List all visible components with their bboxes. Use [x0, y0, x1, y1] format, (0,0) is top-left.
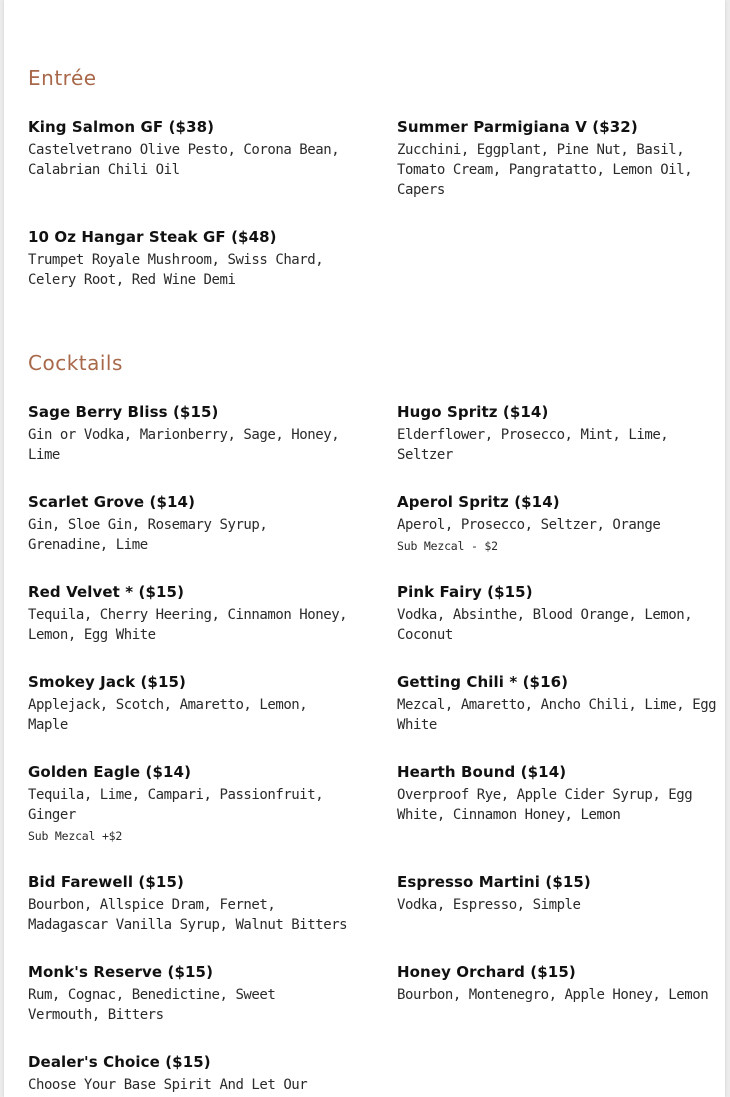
menu-item — [28, 671, 348, 735]
menu-item — [28, 226, 348, 290]
item-description: Gin or Vodka, Marionberry, Sage, Honey, Lime — [28, 427, 340, 463]
cocktails-heading: Cocktails — [28, 351, 123, 375]
item-name: Aperol Spritz ($14) — [397, 493, 560, 511]
entree-heading: Entrée — [28, 66, 97, 90]
menu-item — [28, 871, 348, 935]
menu-item — [28, 491, 348, 555]
item-name: Red Velvet * ($15) — [28, 583, 185, 601]
item-note: Sub Mezcal - $2 — [397, 539, 498, 553]
item-description: Castelvetrano Olive Pesto, Corona Bean, Calabrian Chili Oil — [28, 142, 340, 178]
item-name: King Salmon GF ($38) — [28, 118, 215, 136]
item-note: Sub Mezcal +$2 — [28, 829, 123, 843]
menu-item — [397, 581, 717, 645]
item-description: Zucchini, Eggplant, Pine Nut, Basil, Tomato Cream, Pangratatto, Lemon Oil, Capers — [397, 142, 693, 198]
item-description: Overproof Rye, Apple Cider Syrup, Egg White, Cinnamon Honey, Lemon — [397, 787, 693, 823]
item-description: Choose Your Base Spirit And Let Our — [28, 1077, 308, 1093]
item-description: Elderflower, Prosecco, Mint, Lime, Seltzer — [397, 427, 669, 463]
menu-page — [4, 0, 725, 1097]
menu-item — [397, 116, 717, 200]
menu-item — [397, 761, 717, 825]
item-name: Hearth Bound ($14) — [397, 763, 567, 781]
item-name: Dealer's Choice ($15) — [28, 1053, 211, 1071]
item-name: Golden Eagle ($14) — [28, 763, 192, 781]
item-description: Aperol, Prosecco, Seltzer, Orange — [397, 517, 661, 533]
item-description: Bourbon, Allspice Dram, Fernet, Madagascar Vanilla Syrup, Walnut Bitters — [28, 897, 348, 933]
item-name: Pink Fairy ($15) — [397, 583, 533, 601]
item-name: Scarlet Grove ($14) — [28, 493, 196, 511]
item-name: 10 Oz Hangar Steak GF ($48) — [28, 228, 277, 246]
item-description: Tequila, Lime, Campari, Passionfruit, Ginger — [28, 787, 324, 823]
item-name: Smokey Jack ($15) — [28, 673, 186, 691]
item-name: Espresso Martini ($15) — [397, 873, 591, 891]
item-description: Applejack, Scotch, Amaretto, Lemon, Maple — [28, 697, 308, 733]
item-description: Rum, Cognac, Benedictine, Sweet Vermouth, Bitters — [28, 987, 276, 1023]
menu-item — [28, 401, 348, 465]
menu-item — [28, 116, 348, 180]
menu-item — [28, 961, 348, 1025]
item-description: Mezcal, Amaretto, Ancho Chili, Lime, Egg White — [397, 697, 717, 733]
item-description: Vodka, Absinthe, Blood Orange, Lemon, Coconut — [397, 607, 693, 643]
menu-item — [28, 761, 348, 845]
item-description: Bourbon, Montenegro, Apple Honey, Lemon — [397, 987, 709, 1003]
item-name: Monk's Reserve ($15) — [28, 963, 214, 981]
menu-item — [397, 491, 717, 555]
item-name: Honey Orchard ($15) — [397, 963, 576, 981]
item-description: Trumpet Royale Mushroom, Swiss Chard, Celery Root, Red Wine Demi — [28, 252, 324, 288]
item-name: Hugo Spritz ($14) — [397, 403, 549, 421]
item-name: Sage Berry Bliss ($15) — [28, 403, 219, 421]
item-name: Summer Parmigiana V ($32) — [397, 118, 638, 136]
item-description: Tequila, Cherry Heering, Cinnamon Honey, Lemon, Egg White — [28, 607, 348, 643]
menu-item — [397, 871, 717, 915]
item-name: Getting Chili * ($16) — [397, 673, 569, 691]
item-description: Vodka, Espresso, Simple — [397, 897, 581, 913]
item-name: Bid Farewell ($15) — [28, 873, 184, 891]
item-description: Gin, Sloe Gin, Rosemary Syrup, Grenadine, Lime — [28, 517, 268, 553]
menu-item — [397, 671, 717, 735]
menu-item — [28, 1051, 348, 1095]
menu-item — [397, 961, 717, 1005]
menu-item — [397, 401, 717, 465]
menu-item — [28, 581, 348, 645]
